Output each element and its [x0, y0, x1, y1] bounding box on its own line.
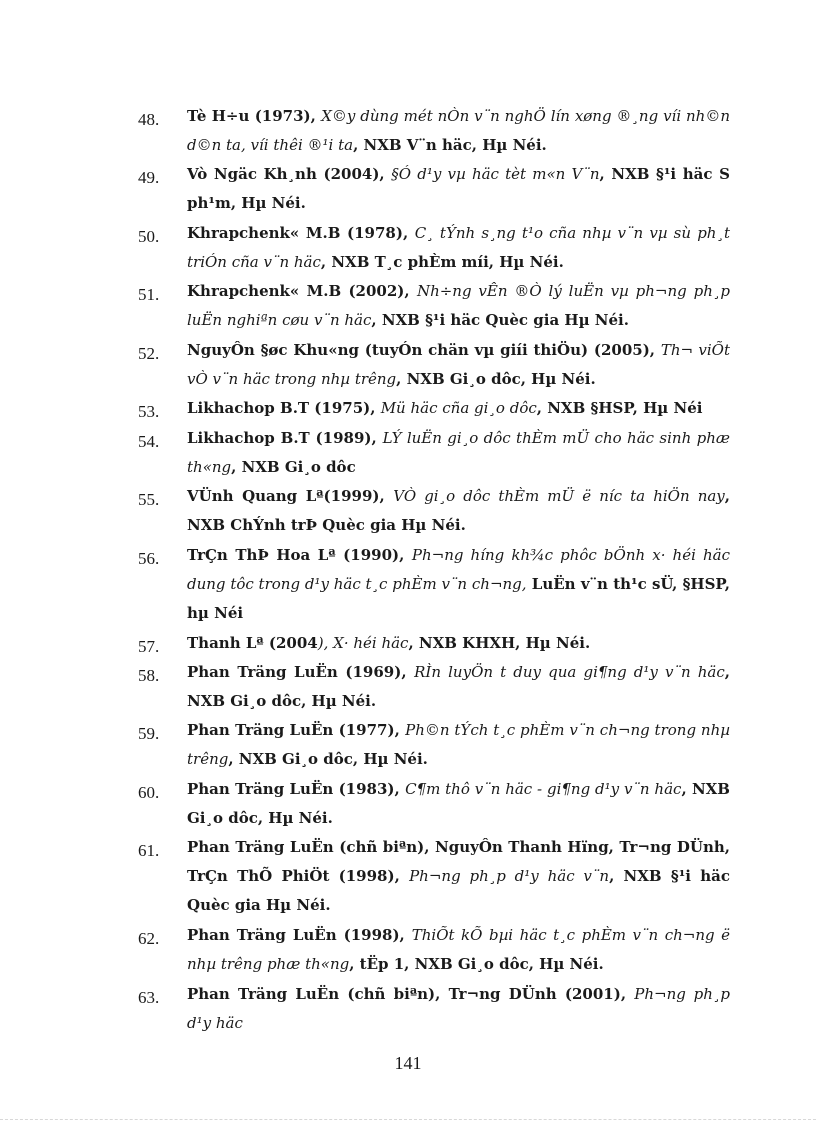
reference-author: Khrapchenk« M.B (1978), — [187, 224, 415, 242]
reference-publisher: LuËn v¨n th¹c sÜ, §HSP, hµ Néi — [187, 575, 730, 622]
reference-text — [187, 482, 730, 540]
reference-text — [187, 775, 730, 833]
reference-author: Phan Träng LuËn (chñ biªn), Tr¬ng DÜnh (2001), — [187, 985, 635, 1003]
reference-author: Vò Ngäc Kh¸nh (2004), — [187, 165, 392, 183]
reference-title: X©y dùng mét nÒn v¨n nghÖ lín xøng ®¸ng víi nh©n d©n ta, víi thêi ®¹i ta — [187, 107, 730, 154]
page-divider — [0, 1119, 816, 1120]
reference-author: NguyÔn §øc Khu«ng (tuyÓn chän vµ giíi thiÖu) (2005), — [187, 341, 661, 359]
reference-title: Ph¬ng ph¸p d¹y häc v¨n — [409, 867, 610, 885]
reference-publisher: , NXB V¨n häc, Hµ Néi. — [353, 136, 547, 154]
reference-text — [187, 833, 730, 920]
reference-author: Khrapchenk« M.B (2002), — [187, 282, 417, 300]
reference-title: Th¬ viÕt vÒ v¨n häc trong nhµ trêng — [187, 341, 730, 388]
reference-number: 50. — [138, 227, 160, 246]
reference-number: 61. — [138, 841, 160, 860]
reference-text — [187, 394, 730, 423]
reference-publisher: , NXB Gi¸o dôc, Hµ Néi. — [228, 750, 428, 768]
reference-number: 59. — [138, 724, 160, 743]
reference-number: 63. — [138, 988, 160, 1007]
reference-author: Phan Träng LuËn (1969), — [187, 663, 415, 681]
reference-number: 58. — [138, 666, 160, 685]
reference-title: Nh÷ng vÊn ®Ò lý luËn vµ ph¬ng ph¸p luËn nghiªn cøu v¨n häc — [187, 282, 730, 329]
reference-number: 56. — [138, 549, 160, 568]
reference-title: VÒ gi¸o dôc thÈm mÜ ë níc ta hiÖn nay — [393, 487, 725, 505]
reference-number: 51. — [138, 285, 160, 304]
reference-text — [187, 629, 730, 658]
reference-title: C¸ tÝnh s¸ng t¹o cña nhµ v¨n vµ sù ph¸t triÓn cña v¨n häc — [187, 224, 730, 271]
reference-publisher: , NXB §¹i häc S ph¹m, Hµ Néi. — [187, 165, 730, 212]
reference-number: 48. — [138, 110, 160, 129]
reference-publisher: , NXB §¹i häc Quèc gia Hµ Néi. — [187, 867, 731, 914]
reference-title: §Ó d¹y vµ häc tèt m«n V¨n — [391, 165, 600, 183]
reference-number: 62. — [138, 929, 160, 948]
reference-text — [187, 541, 730, 628]
reference-author: Phan Träng LuËn (1998), — [187, 926, 412, 944]
reference-author: Phan Träng LuËn (1977), — [187, 721, 406, 739]
reference-number: 54. — [138, 432, 160, 451]
reference-title: ThiÕt kÕ bµi häc t¸c phÈm v¨n ch¬ng ë nhµ trêng phæ th«ng — [187, 926, 730, 973]
reference-text — [187, 219, 730, 277]
reference-publisher: , NXB KHXH, Hµ Néi. — [408, 634, 591, 652]
reference-title: LÝ luËn gi¸o dôc thÈm mÜ cho häc sinh phæ th«ng — [187, 429, 730, 476]
reference-publisher: , NXB ChÝnh trÞ Quèc gia Hµ Néi. — [187, 487, 731, 534]
reference-author: Likhachop B.T (1975), — [187, 399, 381, 417]
reference-title: Ph¬ng híng kh¾c phôc bÖnh x· héi häc dung tôc trong d¹y häc t¸c phÈm v¨n ch¬ng, — [187, 546, 730, 593]
reference-text — [187, 921, 730, 979]
reference-text — [187, 277, 730, 335]
page-number: 141 — [394, 1053, 422, 1073]
reference-title: ), X· héi häc — [317, 634, 409, 652]
reference-publisher: , NXB Gi¸o dôc, Hµ Néi. — [396, 370, 596, 388]
reference-publisher: , NXB T¸c phÈm míi, Hµ Néi. — [320, 253, 564, 271]
reference-publisher: , NXB §¹i häc Quèc gia Hµ Néi. — [371, 311, 629, 329]
reference-author: VÜnh Quang Lª(1999), — [187, 487, 394, 505]
reference-number: 60. — [138, 783, 160, 802]
reference-title: Ph©n tÝch t¸c phÈm v¨n ch¬ng trong nhµ trêng — [187, 721, 730, 768]
reference-title: C¶m thô v¨n häc - gi¶ng d¹y v¨n häc — [405, 780, 682, 798]
reference-text — [187, 160, 730, 218]
reference-publisher: , NXB Gi¸o dôc, Hµ Néi. — [187, 663, 730, 710]
reference-author: TrÇn ThÞ Hoa Lª (1990), — [187, 546, 412, 564]
reference-author: Tè H÷u (1973), — [187, 107, 322, 125]
reference-publisher: , NXB Gi¸o dôc — [231, 458, 356, 476]
reference-number: 52. — [138, 344, 160, 363]
reference-title: RÌn luyÖn t duy qua gi¶ng d¹y v¨n häc — [414, 663, 725, 681]
reference-text — [187, 716, 730, 774]
reference-text — [187, 102, 730, 160]
reference-author: Likhachop B.T (1989), — [187, 429, 383, 447]
reference-publisher: , tËp 1, NXB Gi¸o dôc, Hµ Néi. — [349, 955, 604, 973]
reference-text — [187, 336, 730, 394]
reference-text — [187, 658, 730, 716]
reference-publisher: , NXB Gi¸o dôc, Hµ Néi. — [187, 780, 730, 827]
reference-author: Phan Träng LuËn (chñ biªn), NguyÔn Thanh Hïng, Tr¬ng DÜnh, TrÇn ThÕ PhiÖt (1998), — [187, 838, 730, 885]
reference-number: 57. — [138, 637, 160, 656]
reference-number: 53. — [138, 402, 160, 421]
reference-title: Ph¬ng ph¸p d¹y häc — [187, 985, 730, 1032]
reference-number: 55. — [138, 490, 160, 509]
reference-author: Phan Träng LuËn (1983), — [187, 780, 406, 798]
reference-title: Mü häc cña gi¸o dôc — [380, 399, 537, 417]
reference-text — [187, 424, 730, 482]
reference-number: 49. — [138, 168, 160, 187]
reference-text — [187, 980, 730, 1038]
reference-author: Thanh Lª (2004 — [187, 634, 318, 652]
reference-publisher: , NXB §HSP, Hµ Néi — [536, 399, 703, 417]
